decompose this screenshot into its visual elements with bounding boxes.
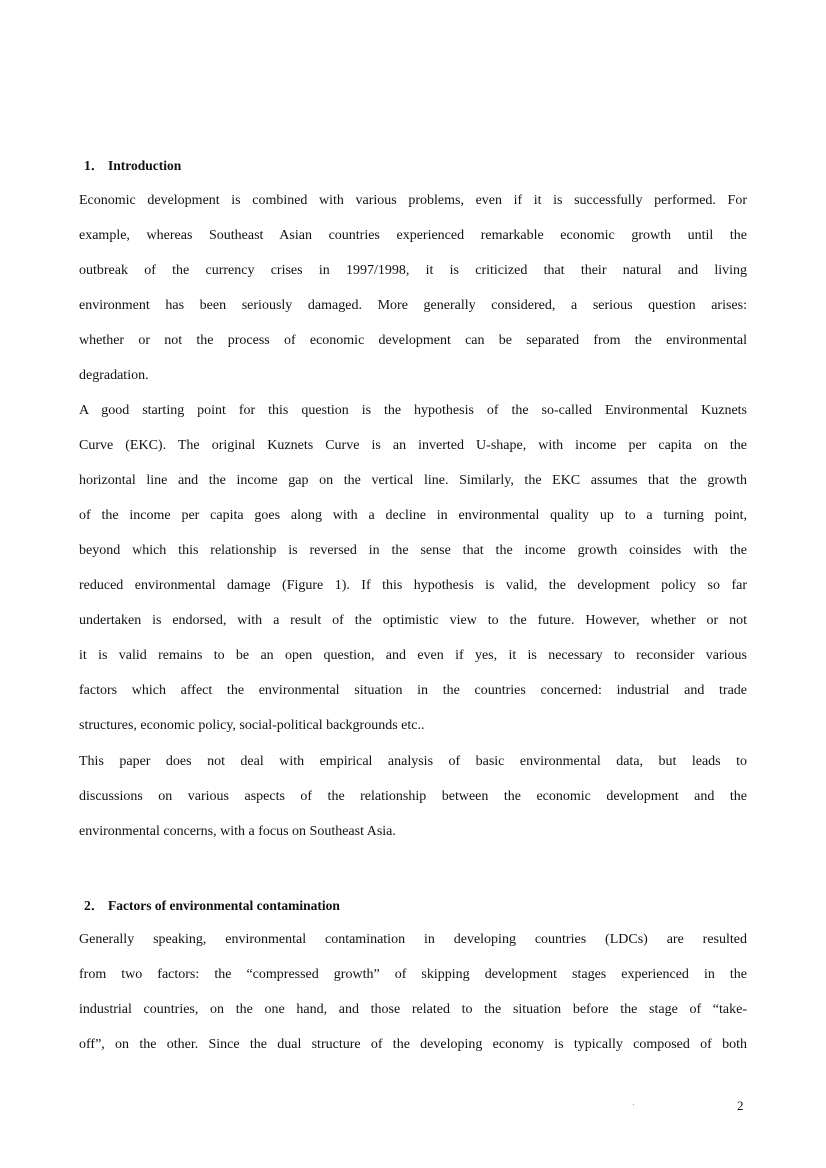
text-line: discussions on various aspects of the relationship between the economic development and the (79, 789, 747, 804)
section-number: 1． (84, 158, 105, 173)
section-heading-introduction (84, 154, 181, 174)
text-line: A good starting point for this question is the hypothesis of the so-called Environmental Kuznets (79, 403, 747, 418)
paragraph (79, 744, 747, 849)
text-line: beyond which this relationship is reversed in the sense that the income growth coinsides with the (79, 543, 747, 558)
section-number: 2． (84, 898, 105, 913)
text-line: environment has been seriously damaged. More generally considered, a serious question arises: (79, 298, 747, 313)
text-line: structures, economic policy, social-political backgrounds etc.. (79, 718, 425, 733)
text-line: it is valid remains to be an open question, and even if yes, it is necessary to reconsider various (79, 648, 747, 663)
text-line: undertaken is endorsed, with a result of the optimistic view to the future. However, whether or not (79, 613, 747, 628)
section-title: Factors of environmental contamination (108, 898, 340, 913)
text-line: outbreak of the currency crises in 1997/1998, it is criticized that their natural and living (79, 263, 747, 278)
paragraph (79, 393, 747, 743)
text-line: Economic development is combined with various problems, even if it is successfully performed. For (79, 193, 747, 208)
text-line: from two factors: the “compressed growth” of skipping development stages experienced in the (79, 967, 747, 982)
text-line: example, whereas Southeast Asian countries experienced remarkable economic growth until the (79, 228, 747, 243)
text-line: degradation. (79, 368, 149, 383)
stray-mark (633, 1104, 634, 1105)
text-line: Generally speaking, environmental contamination in developing countries (LDCs) are resulted (79, 932, 747, 947)
text-line: horizontal line and the income gap on the vertical line. Similarly, the EKC assumes that the growth (79, 473, 747, 488)
text-line: This paper does not deal with empirical analysis of basic environmental data, but leads to (79, 754, 747, 769)
text-line: off”, on the other. Since the dual structure of the developing economy is typically composed of both (79, 1037, 747, 1052)
section-title: Introduction (108, 158, 182, 173)
text-line: whether or not the process of economic development can be separated from the environmental (79, 333, 747, 348)
paragraph (79, 183, 747, 393)
paragraph (79, 922, 747, 1062)
text-line: factors which affect the environmental situation in the countries concerned: industrial and trade (79, 683, 747, 698)
text-line: reduced environmental damage (Figure 1). If this hypothesis is valid, the development policy so far (79, 578, 747, 593)
section-heading-factors (84, 894, 340, 914)
text-line: of the income per capita goes along with a decline in environmental quality up to a turning point, (79, 508, 747, 523)
text-line: Curve (EKC). The original Kuznets Curve is an inverted U-shape, with income per capita on the (79, 438, 747, 453)
text-line: environmental concerns, with a focus on Southeast Asia. (79, 824, 396, 839)
page-number: 2 (737, 1098, 744, 1113)
text-line: industrial countries, on the one hand, and those related to the situation before the stage of “take- (79, 1002, 747, 1017)
